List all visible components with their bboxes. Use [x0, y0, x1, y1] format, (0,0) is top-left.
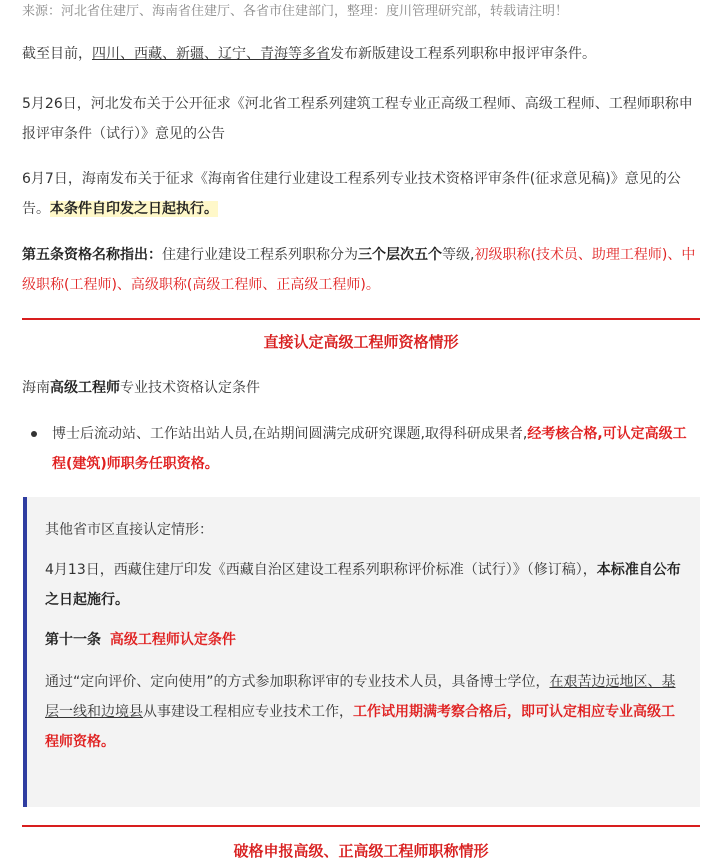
source-note: 来源：河北省住建厅、海南省住建厅、各省市住建部门，整理：度川管理研究部，转载请注明！	[22, 4, 569, 19]
conditions-text2: 从事建设工程相应专业技术工作，	[143, 704, 353, 720]
article5-lead: 第五条资格名称指出：	[22, 247, 162, 263]
paragraph-hebei: 5月26日，河北发布关于公开征求《河北省工程系列建筑工程专业正高级工程师、高级工程师、工程师职称申报评审条件（试行）》意见的公告	[22, 96, 693, 142]
section-title-direct: 直接认定高级工程师资格情形	[263, 333, 459, 351]
quote-article11	[45, 629, 682, 651]
paragraph-intro	[22, 39, 700, 69]
remote-areas-underlined: 在艰苦边远地区、基层一线和边境县	[45, 674, 676, 720]
senior-engineer-bold: 高级工程师	[50, 380, 120, 396]
quote-intro: 其他省市区直接认定情形：	[45, 522, 213, 538]
bullet-text: 博士后流动站、工作站出站人员,在站期间圆满完成研究课题,取得科研成果者,	[52, 426, 528, 442]
section-divider	[22, 318, 700, 320]
conditions-label: 专业技术资格认定条件	[120, 380, 260, 396]
conditions-red: 工作试用期满考察合格后，即可认定相应专业高级工程师资格。	[45, 704, 675, 750]
intro-text-a: 截至目前，	[22, 46, 92, 62]
tibet-bold: 本标准自公布之日起施行。	[45, 562, 681, 608]
article	[22, 0, 700, 861]
hainan-label: 海南	[22, 380, 50, 396]
section-title-exception: 破格申报高级、正高级工程师职称情形	[233, 842, 489, 860]
article5-red: 初级职称(技术员、助理工程师)、中级职称(工程师)、高级职称(高级工程师、正高级工程师)。	[22, 247, 696, 293]
hainan-text: 6月7日，海南发布关于征求《海南省住建行业建设工程系列专业技术资格评审条件(征求意见稿)》意见的公告。	[22, 171, 681, 217]
provinces-underlined: 四川、西藏、新疆、辽宁、青海等多省	[92, 46, 330, 62]
list-item	[22, 419, 700, 479]
article11-label: 第十一条	[45, 632, 101, 648]
hainan-highlight: 本条件自印发之日起执行。	[50, 201, 218, 217]
quote-conditions	[45, 667, 682, 757]
section-divider-2	[22, 825, 700, 827]
article5-bold: 三个层次五个	[358, 247, 442, 263]
paragraph-hainan-conditions	[22, 373, 700, 403]
conditions-text: 通过“定向评价、定向使用”的方式参加职称评审的专业技术人员，具备博士学位，	[45, 674, 550, 690]
quote-block	[23, 497, 700, 807]
bullet-icon	[22, 419, 52, 479]
intro-text-c: 发布新版建设工程系列职称申报评审条件。	[330, 46, 596, 62]
article11-red: 高级工程师认定条件	[109, 632, 236, 648]
article5-text2: 等级,	[442, 247, 475, 263]
paragraph-hainan	[22, 164, 700, 224]
paragraph-article5	[22, 240, 700, 300]
quote-tibet	[45, 555, 682, 615]
tibet-text: 4月13日，西藏住建厅印发《西藏自治区建设工程系列职称评价标准（试行）》（修订稿），	[45, 562, 597, 578]
bullet-red: 经考核合格,可认定高级工程(建筑)师职务任职资格。	[52, 426, 687, 472]
article5-text: 住建行业建设工程系列职称分为	[162, 247, 358, 263]
